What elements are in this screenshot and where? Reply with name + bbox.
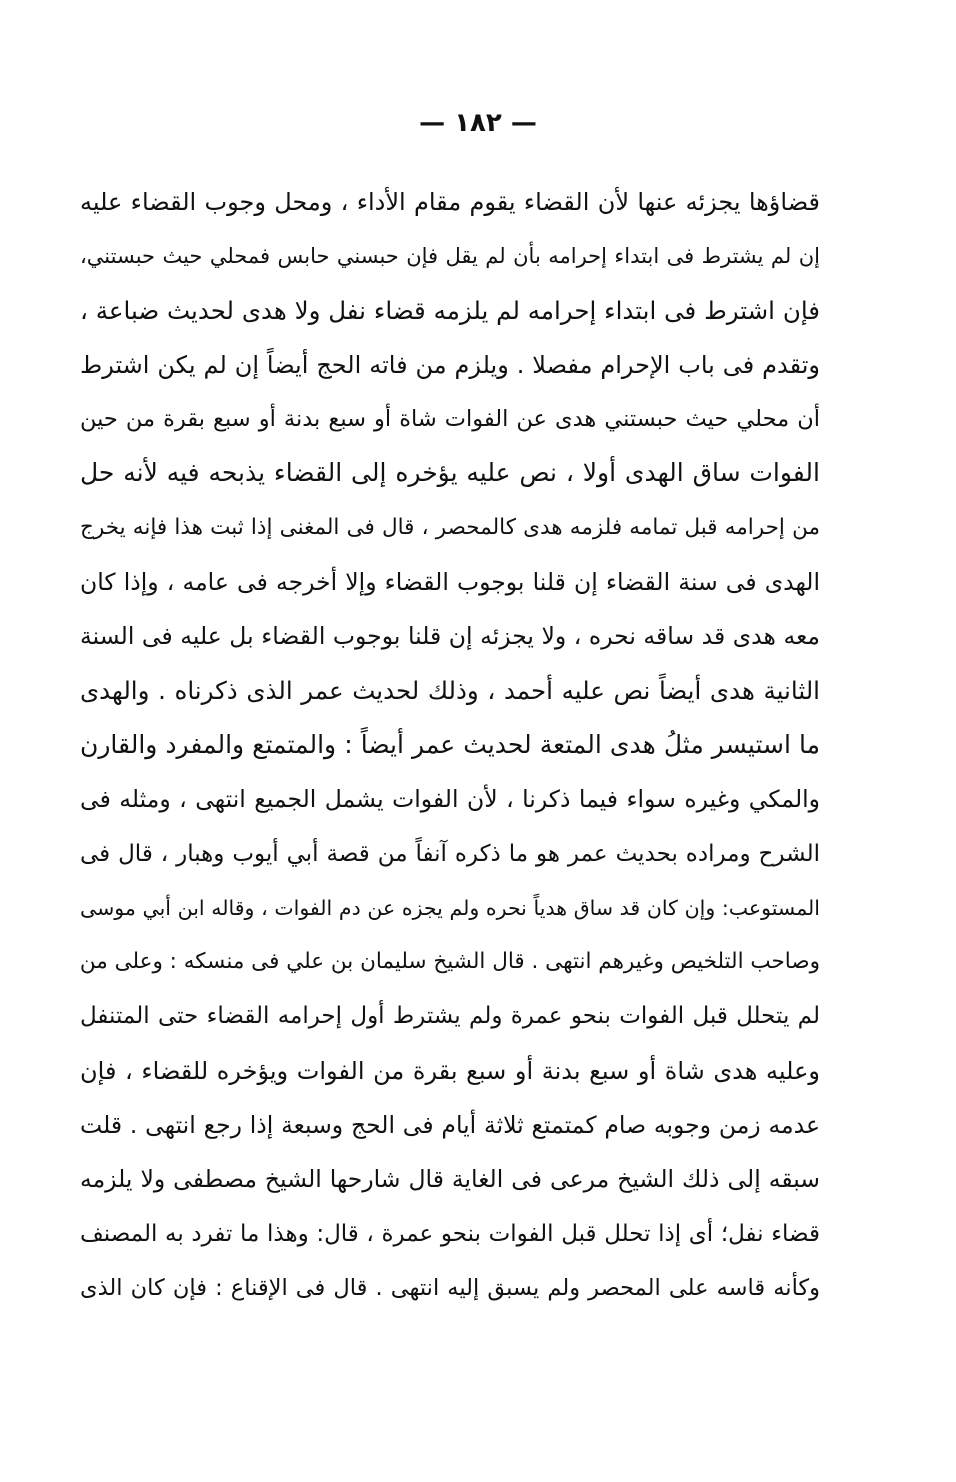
text-line: والمكي وغيره سواء فيما ذكرنا ، لأن الفوات يشمل الجميع انتهى ، ومثله فى <box>80 785 820 814</box>
text-line: الهدى فى سنة القضاء إن قلنا بوجوب القضاء وإلا أخرجه فى عامه ، وإذا كان <box>80 568 820 597</box>
text-line: الفوات ساق الهدى أولا ، نص عليه يؤخره إلى القضاء يذبحه فيه لأنه حل <box>80 458 820 488</box>
text-line: وصاحب التلخيص وغيرهم انتهى . قال الشيخ سليمان بن علي فى منسكه : وعلى من <box>80 949 820 975</box>
page-number: — ١٨٢ — <box>419 108 537 138</box>
text-line: الشرح ومراده بحديث عمر هو ما ذكره آنفاً من قصة أبي أيوب وهبار ، قال فى <box>80 840 820 867</box>
body-text <box>80 175 820 1315</box>
text-line: قضاؤها يجزئه عنها لأن القضاء يقوم مقام الأداء ، ومحل وجوب القضاء عليه <box>80 188 820 216</box>
text-line: المستوعب: وإن كان قد ساق هدياً نحره ولم يجزه عن دم الفوات ، وقاله ابن أبي موسى <box>80 895 820 920</box>
text-line: أن محلي حيث حبستني هدى عن الفوات شاة أو سبع بدنة أو سبع بقرة من حين <box>80 406 820 433</box>
text-line: لم يتحلل قبل الفوات بنحو عمرة ولم يشترط أول إحرامه القضاء حتى المتنفل <box>80 1003 820 1030</box>
text-line: ما استيسر مثلُ هدى المتعة لحديث عمر أيضاً : والمتمتع والمفرد والقارن <box>80 729 820 759</box>
text-line: قضاء نفل؛ أى إذا تحلل قبل الفوات بنحو عمرة ، قال: وهذا ما تفرد به المصنف <box>80 1220 820 1247</box>
text-line: وعليه هدى شاة أو سبع بدنة أو سبع بقرة من الفوات ويؤخره للقضاء ، فإن <box>80 1056 820 1085</box>
text-line: وكأنه قاسه على المحصر ولم يسبق إليه انتهى . قال فى الإقناع : فإن كان الذى <box>80 1274 820 1301</box>
text-line: عدمه زمن وجوبه صام كمتمتع ثلاثة أيام فى الحج وسبعة إذا رجع انتهى . قلت <box>80 1111 820 1140</box>
text-line: إن لم يشترط فى ابتداء إحرامه بأن لم يقل فإن حبسني حابس فمحلي حيث حبستني، <box>80 244 820 269</box>
text-line: معه هدى قد ساقه نحره ، ولا يجزئه إن قلنا بوجوب القضاء بل عليه فى السنة <box>80 622 820 651</box>
text-line: سبقه إلى ذلك الشيخ مرعى فى الغاية قال شارحها الشيخ مصطفى ولا يلزمه <box>80 1165 820 1194</box>
text-line: الثانية هدى أيضاً نص عليه أحمد ، وذلك لحديث عمر الذى ذكرناه . والهدى <box>80 675 820 705</box>
text-line: فإن اشترط فى ابتداء إحرامه لم يلزمه قضاء نفل ولا هدى لحديث ضباعة ، <box>80 295 820 325</box>
text-line: من إحرامه قبل تمامه فلزمه هدى كالمحصر ، قال فى المغنى إذا ثبت هذا فإنه يخرج <box>80 514 820 540</box>
text-line: وتقدم فى باب الإحرام مفصلا . ويلزم من فاته الحج أيضاً إن لم يكن اشترط <box>80 350 820 379</box>
